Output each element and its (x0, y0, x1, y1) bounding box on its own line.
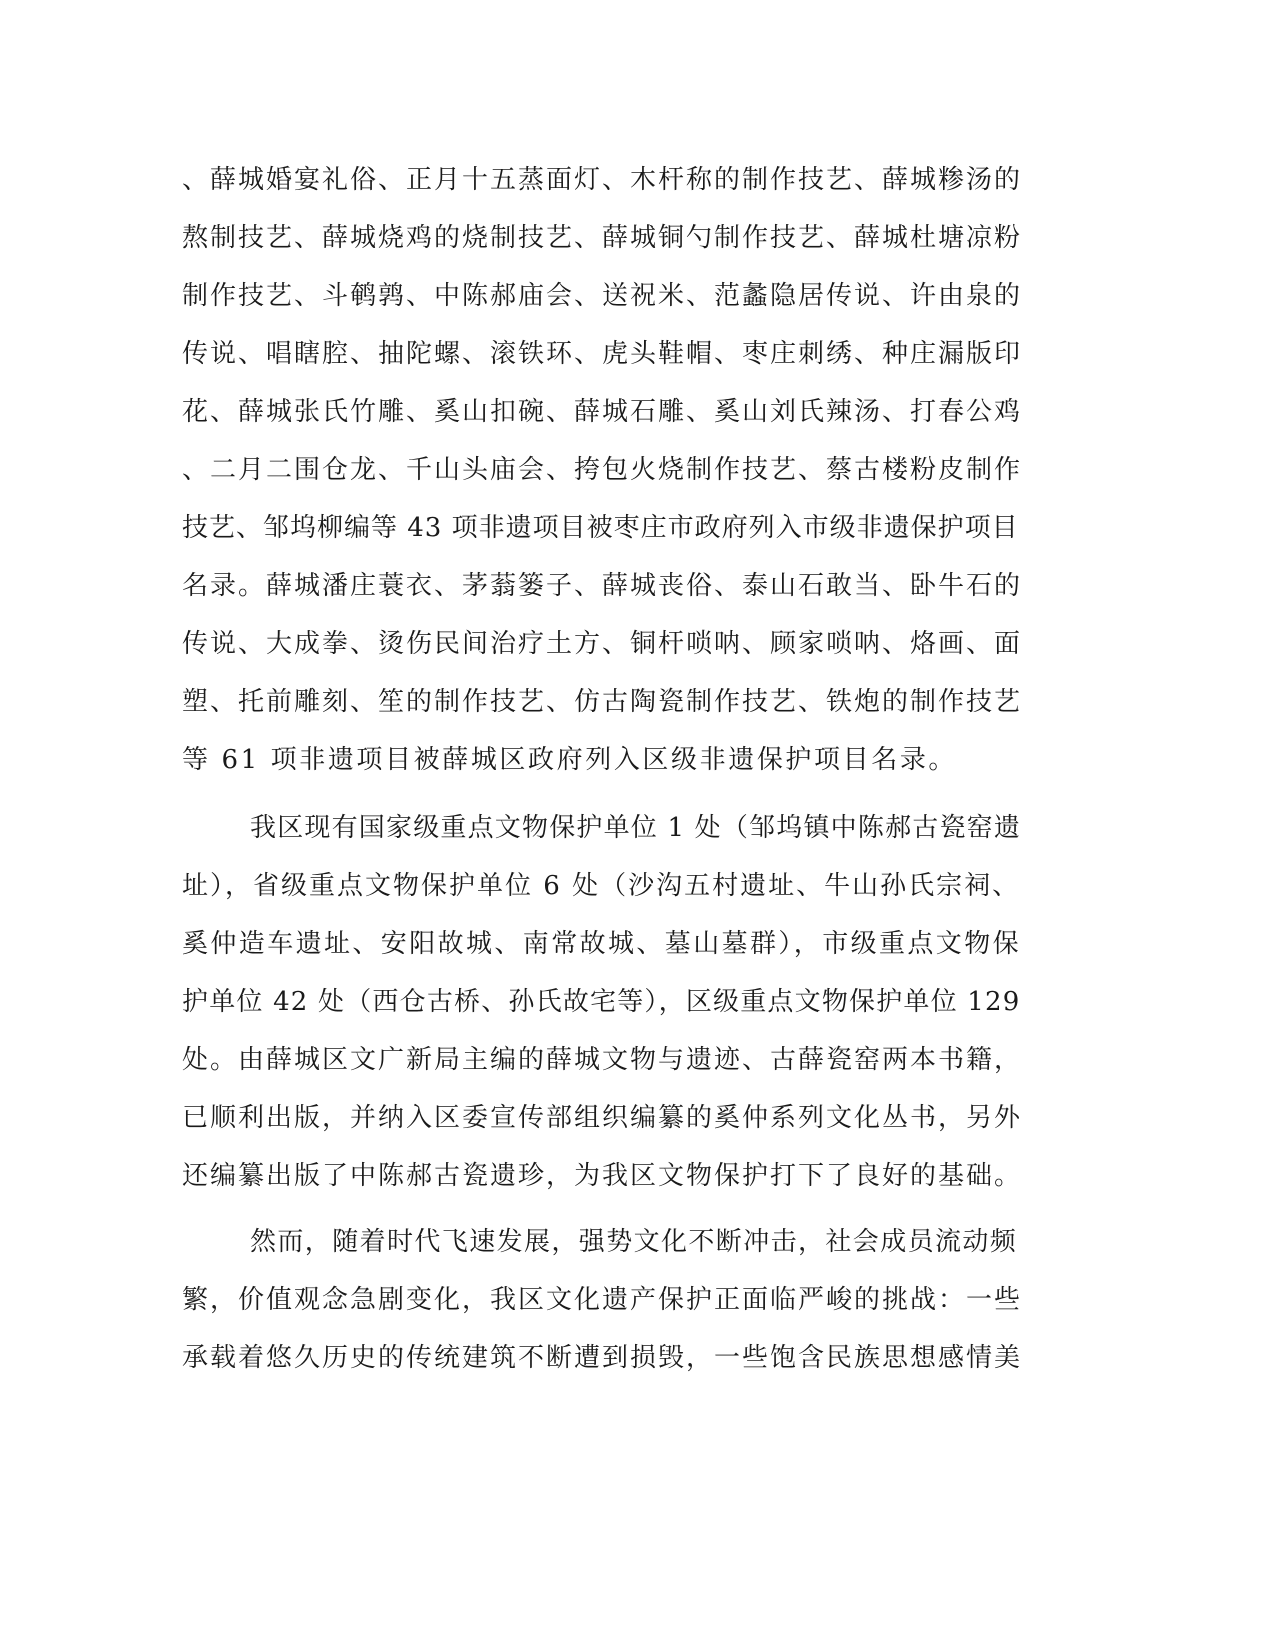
paragraph-1-line-6: 、二月二围仓龙、千山头庙会、挎包火烧制作技艺、蔡古楼粉皮制作 (182, 455, 1023, 485)
paragraph-2-line-3: 奚仲造车遗址、安阳故城、南常故城、墓山墓群），市级重点文物保 (182, 929, 1022, 959)
paragraph-1-line-9: 传说、大成拳、烫伤民间治疗土方、铜杆唢呐、顾家唢呐、烙画、面 (182, 629, 1023, 659)
paragraph-3-line-3: 承载着悠久历史的传统建筑不断遭到损毁，一些饱含民族思想感情美 (182, 1343, 1023, 1373)
paragraph-2-line-5: 处。由薛城区文广新局主编的薛城文物与遗迹、古薛瓷窑两本书籍， (182, 1045, 1023, 1075)
paragraph-2-line-6: 已顺利出版，并纳入区委宣传部组织编纂的奚仲系列文化丛书，另外 (182, 1103, 1023, 1133)
paragraph-1-line-11: 等 61 项非遗项目被薛城区政府列入区级非遗保护项目名录。 (182, 745, 958, 775)
paragraph-2-line-7: 还编纂出版了中陈郝古瓷遗珍，为我区文物保护打下了良好的基础。 (182, 1161, 1023, 1191)
paragraph-1-line-5: 花、薛城张氏竹雕、奚山扣碗、薛城石雕、奚山刘氏辣汤、打春公鸡 (182, 397, 1023, 427)
paragraph-3-line-2: 繁，价值观念急剧变化，我区文化遗产保护正面临严峻的挑战：一些 (182, 1285, 1023, 1315)
paragraph-1-line-8: 名录。薛城潘庄蓑衣、茅蓊篓子、薛城丧俗、泰山石敢当、卧牛石的 (182, 571, 1023, 601)
paragraph-1-line-7: 技艺、邹坞柳编等 43 项非遗项目被枣庄市政府列入市级非遗保护项目 (182, 513, 1019, 543)
paragraph-1-line-2: 熬制技艺、薛城烧鸡的烧制技艺、薛城铜勺制作技艺、薛城杜塘凉粉 (182, 223, 1023, 253)
paragraph-1-line-1: 、薛城婚宴礼俗、正月十五蒸面灯、木杆称的制作技艺、薛城糁汤的 (182, 165, 1023, 195)
paragraph-2-line-1: 我区现有国家级重点文物保护单位 1 处（邹坞镇中陈郝古瓷窑遗 (250, 813, 1022, 843)
paragraph-1-line-4: 传说、唱瞎腔、抽陀螺、滚铁环、虎头鞋帽、枣庄刺绣、种庄漏版印 (182, 339, 1023, 369)
paragraph-1-line-10: 塑、托前雕刻、笙的制作技艺、仿古陶瓷制作技艺、铁炮的制作技艺 (182, 687, 1023, 717)
paragraph-2-line-2: 址），省级重点文物保护单位 6 处（沙沟五村遗址、牛山孙氏宗祠、 (182, 871, 1021, 901)
paragraph-1-line-3: 制作技艺、斗鹌鹑、中陈郝庙会、送祝米、范蠡隐居传说、许由泉的 (182, 281, 1023, 311)
paragraph-2-line-4: 护单位 42 处（西仓古桥、孙氏故宅等），区级重点文物保护单位 129 (182, 987, 1021, 1017)
paragraph-3-line-1: 然而，随着时代飞速发展，强势文化不断冲击，社会成员流动频 (250, 1227, 1018, 1257)
